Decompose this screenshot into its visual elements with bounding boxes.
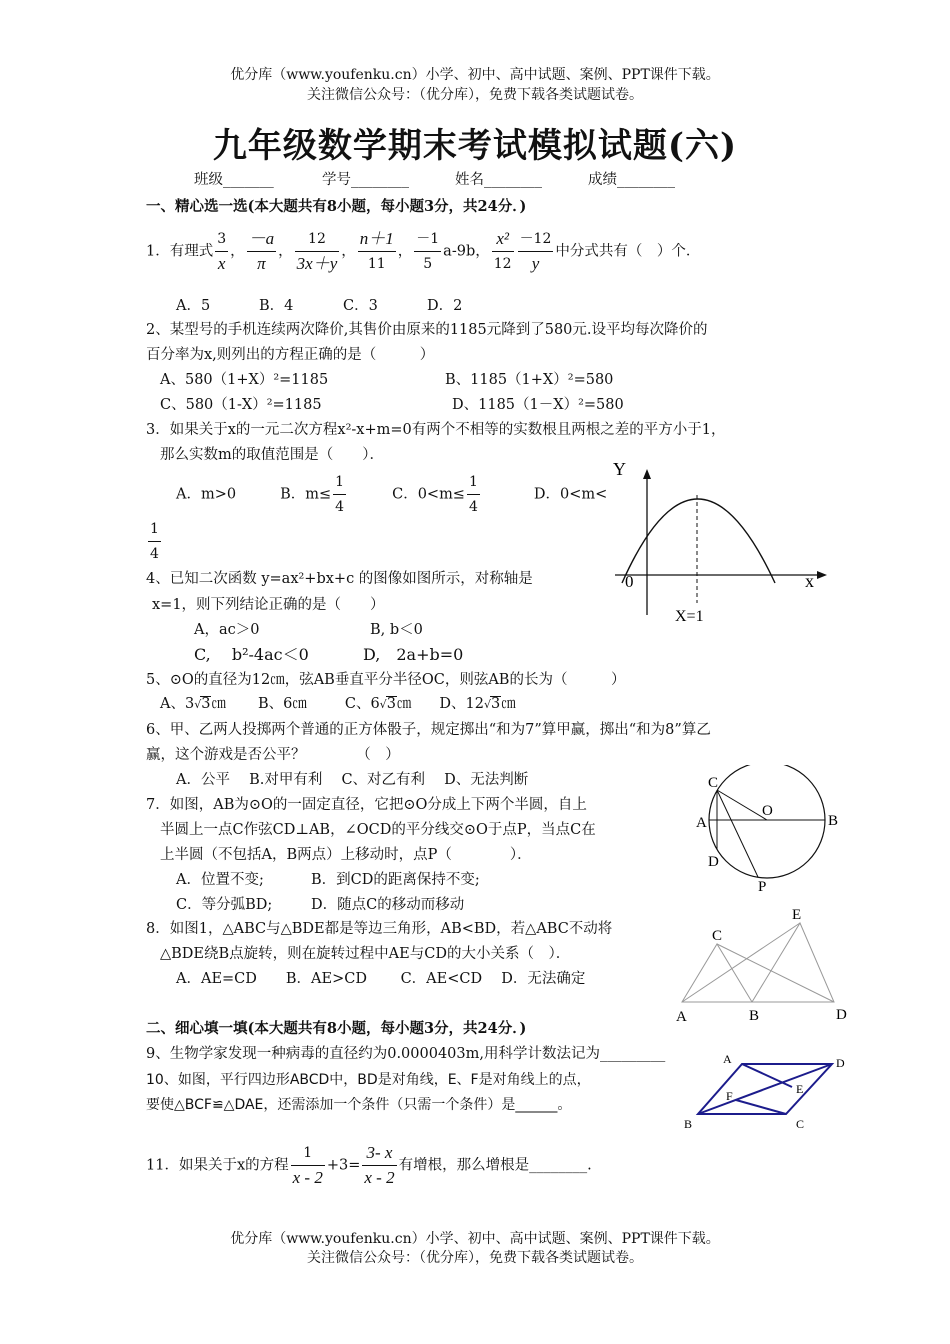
x-axis-arrow-icon bbox=[817, 571, 827, 579]
para-label-e: E bbox=[796, 1082, 804, 1096]
class-field: 班级_______ bbox=[194, 172, 274, 188]
triangle-bde bbox=[752, 923, 834, 1002]
q4-option-c: C, b²-4ac＜0 bbox=[194, 645, 309, 664]
q4-option-a: A，ac＞0 bbox=[194, 622, 260, 638]
q7-line-1: 7．如图，AB为⊙O的一固定直径，它把⊙O分成上下两个半圆，自上 bbox=[146, 797, 587, 813]
q1-fraction-7: $\frac{-12}{y}$ bbox=[519, 231, 552, 273]
question-11 bbox=[146, 1142, 592, 1189]
diagonal-bd bbox=[698, 1064, 832, 1114]
circle-label-p: P bbox=[758, 879, 767, 895]
q5-option-a: A、3 bbox=[160, 696, 195, 712]
q2-option-c: C、580（1-X）²=1185 bbox=[160, 397, 322, 413]
q1-suffix: 中分式共有（ ）个． bbox=[555, 243, 701, 260]
triangles-figure bbox=[670, 905, 855, 1027]
graph-origin-label: 0 bbox=[625, 572, 634, 591]
q3-option-b: B．m≤ bbox=[280, 486, 332, 503]
q1-fraction-6: $\frac{\text{x²}}{12}$ bbox=[492, 228, 514, 275]
q1-option-b: B．4 bbox=[259, 298, 294, 314]
q8-options: A．AE=CD B．AE>CD C．AE<CD D．无法确定 bbox=[176, 971, 586, 987]
q9-text: 9、生物学家发现一种病毒的直径约为0.0000403m,用科学计数法记为_________ bbox=[146, 1046, 666, 1062]
graph-axis-label: X=1 bbox=[675, 608, 704, 625]
header-line-1: 优分库（www.youfenku.cn）小学、初中、高中试题、案例、PPT课件下载。 bbox=[230, 67, 720, 83]
q6-line-1: 6、甲、乙两人投掷两个普通的正方体骰子，规定掷出“和为7”算甲赢，掷出“和为8”算乙 bbox=[146, 722, 711, 738]
question-1: 1．有理式 $\frac{3}{x}$ ， $\frac{-a}{\pi}$ ， $\frac{12}{3x+y}$ ， $\frac{n+1}{11}$ ， $\frac{-1}{5}$ a-9b， $\frac{\text{x²}}{12}$ $\frac{-12}{y}$ 中分式共有（ ）个． bbox=[146, 229, 701, 273]
q7-option-a: A．位置不变; bbox=[176, 872, 264, 888]
q4-line-2: x=1，则下列结论正确的是（ ） bbox=[152, 597, 385, 613]
parabola-curve bbox=[622, 499, 775, 583]
name-field: 姓名________ bbox=[455, 172, 542, 188]
q3-option-d: D．0<m< bbox=[533, 486, 608, 503]
q8-line-1: 8．如图1，△ABC与△BDE都是等边三角形，AB<BD，若△ABC不动将 bbox=[146, 921, 613, 937]
score-field: 成绩________ bbox=[588, 172, 675, 188]
circle-figure bbox=[692, 765, 842, 900]
q5-line-1: 5、⊙O的直径为12㎝，弦AB垂直平分半径OC，则弦AB的长为（ ） bbox=[146, 672, 626, 688]
segment-ae bbox=[682, 923, 800, 1002]
section-2-heading: 二、细心填一填(本大题共有8小题，每小题3分，共24分．) bbox=[146, 1020, 527, 1037]
q5-option-d: D、12 bbox=[439, 696, 484, 712]
q10-line-2: 要使△BCF≌△DAE，还需添加一个条件（只需一个条件）是______。 bbox=[146, 1097, 572, 1113]
q1-fraction-2: $\frac{-a}{\pi}$ bbox=[248, 229, 275, 273]
q5-option-b: B、6㎝ bbox=[257, 696, 307, 712]
q1-mid: a-9b， bbox=[443, 243, 490, 260]
segment-cp bbox=[717, 790, 758, 877]
q1-prefix: 1．有理式 bbox=[146, 243, 214, 260]
q2-line-2: 百分率为x,则列出的方程正确的是（ ） bbox=[146, 347, 435, 363]
q7-option-c: C．等分弧BD; bbox=[176, 897, 273, 913]
para-label-a: A bbox=[723, 1052, 732, 1066]
q7-option-b: B．到CD的距离保持不变; bbox=[311, 872, 480, 888]
tri-label-b: B bbox=[749, 1008, 760, 1024]
q5-options: A、3√3㎝ B、6㎝ C、6√3㎝ D、12√3㎝ bbox=[160, 696, 516, 712]
q7-line-2: 半圆上一点C作弦CD⊥AB，∠OCD的平分线交⊙O于点P，当点C在 bbox=[160, 822, 596, 838]
q11-prefix: 11．如果关于x的方程 bbox=[146, 1157, 289, 1174]
q2-option-b: B、1185（1+X）²=580 bbox=[445, 372, 614, 388]
q3-fraction-b: $\frac{1}{4}$ bbox=[333, 471, 346, 518]
q8-line-2: △BDE绕B点旋转，则在旋转过程中AE与CD的大小关系（ ）． bbox=[160, 946, 571, 962]
q4-option-d: D, 2a+b=0 bbox=[363, 645, 464, 664]
triangle-abc bbox=[682, 944, 752, 1002]
q1-fraction-1: $\frac{3}{x}$ bbox=[217, 231, 227, 273]
circle-label-a: A bbox=[696, 815, 707, 831]
tri-label-a: A bbox=[676, 1009, 687, 1025]
segment-ae bbox=[742, 1064, 792, 1087]
para-label-d: D bbox=[836, 1056, 845, 1070]
footer-line-2: 关注微信公众号：（优分库），免费下载各类试题试卷。 bbox=[307, 1250, 643, 1266]
parallelogram-figure bbox=[678, 1050, 858, 1132]
q1-fraction-3: $\frac{12}{3x+y}$ bbox=[296, 231, 338, 273]
para-label-c: C bbox=[796, 1117, 805, 1131]
footer-line-1: 优分库（www.youfenku.cn）小学、初中、高中试题、案例、PPT课件下载。 bbox=[230, 1231, 720, 1247]
q1-option-c: C．3 bbox=[343, 298, 378, 314]
q6-options: A．公平 B.对甲有利 C、对乙有利 D、无法判断 bbox=[176, 772, 529, 788]
q11-fraction-2: $\frac{3- x}{x - 2}$ bbox=[364, 1143, 395, 1187]
graph-x-label: x bbox=[805, 571, 814, 591]
circle-label-o: O bbox=[762, 803, 773, 819]
q3-options bbox=[176, 471, 607, 518]
q7-option-d: D．随点C的移动而移动 bbox=[311, 897, 465, 913]
q1-option-a: A．5 bbox=[176, 298, 211, 314]
q3-option-a: A．m>0 bbox=[176, 486, 237, 503]
number-field: 学号________ bbox=[322, 172, 409, 188]
circle-label-c: C bbox=[708, 775, 719, 791]
q5-option-c: C、6 bbox=[344, 696, 380, 712]
q7-line-3: 上半圆（不包括A，B两点）上移动时，点P（ ）． bbox=[160, 847, 532, 863]
tri-label-c: C bbox=[712, 928, 723, 944]
q3-option-c: C．0<m≤ bbox=[392, 486, 465, 503]
tri-label-e: E bbox=[792, 907, 802, 923]
q2-option-a: A、580（1+X）²=1185 bbox=[160, 372, 329, 388]
q3-line-2: 那么实数m的取值范围是（ ）． bbox=[160, 447, 384, 463]
parabola-graph bbox=[595, 455, 835, 630]
circle-label-b: B bbox=[828, 813, 839, 829]
q1-fraction-4: $\frac{n+1}{11}$ bbox=[358, 228, 396, 275]
graph-y-label: Y bbox=[613, 459, 626, 479]
q4-line-1: 4、已知二次函数 y=ax²+bx+c 的图像如图所示，对称轴是 bbox=[146, 571, 533, 587]
q2-line-1: 2、某型号的手机连续两次降价,其售价由原来的1185元降到了580元.设平均每次降价的 bbox=[146, 322, 708, 338]
q11-suffix: 有增根，那么增根是________. bbox=[398, 1157, 592, 1174]
q3-fraction-c: $\frac{1}{4}$ bbox=[467, 471, 480, 518]
q11-mid: +3= bbox=[326, 1157, 361, 1174]
tri-label-d: D bbox=[836, 1007, 847, 1023]
para-label-b: B bbox=[684, 1117, 693, 1131]
segment-cf bbox=[736, 1100, 786, 1114]
section-1-heading: 一、精心选一选(本大题共有8小题，每小题3分，共24分．) bbox=[146, 198, 527, 215]
q6-line-2: 赢，这个游戏是否公平？ （ ） bbox=[146, 747, 400, 763]
y-axis-arrow-icon bbox=[643, 469, 651, 479]
q11-fraction-1: $\frac{1}{x - 2}$ bbox=[292, 1145, 323, 1187]
q1-option-d: D．2 bbox=[427, 298, 463, 314]
header-line-2: 关注微信公众号：（优分库），免费下载各类试题试卷。 bbox=[307, 87, 643, 103]
q3-line-1: 3．如果关于x的一元二次方程x²-x+m=0有两个不相等的实数根且两根之差的平方小于1， bbox=[146, 422, 726, 438]
q3-fraction-d: $\frac{1}{4}$ bbox=[146, 518, 163, 565]
q4-option-b: B, b＜0 bbox=[370, 622, 423, 638]
circle-o bbox=[709, 765, 825, 878]
para-label-f: F bbox=[726, 1089, 733, 1103]
circle-label-d: D bbox=[708, 854, 719, 870]
q1-fraction-5: $\frac{-1}{5}$ bbox=[414, 228, 441, 275]
q2-option-d: D、1185（1－X）²=580 bbox=[452, 397, 624, 413]
q10-line-1: 10、如图，平行四边形ABCD中，BD是对角线，E、F是对角线上的点， bbox=[146, 1072, 591, 1088]
page-title: 九年级数学期末考试模拟试题(六) bbox=[212, 126, 738, 166]
